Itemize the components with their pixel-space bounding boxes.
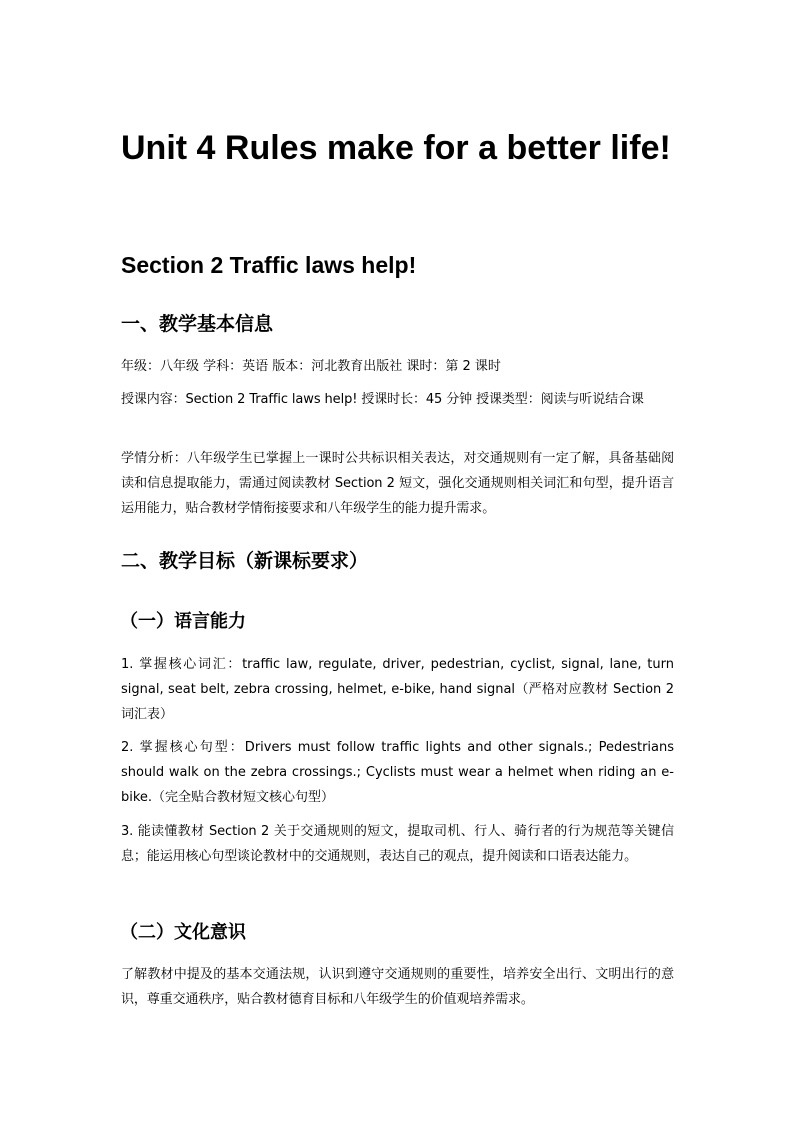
heading-teaching-goals: 二、教学目标（新课标要求） [121, 550, 369, 572]
grade-subject-line: 年级：八年级 学科：英语 版本：河北教育出版社 课时：第 2 课时 [121, 359, 501, 374]
culture-goal-text: 了解教材中提及的基本交通法规，认识到遵守交通规则的重要性，培养安全出行、文明出行的意识，尊重交通秩序，贴合教材德育目标和八年级学生的价值观培养需求。 [121, 967, 674, 1007]
learner-analysis: 学情分析：八年级学生已掌握上一课时公共标识相关表达，对交通规则有一定了解，具备基础阅读和信息提取能力，需通过阅读教材 Section 2 短文，强化交通规则相关词汇和句型，提升语言运用能力，贴合教材学情衔接要求和八年级学生的能力提升需求。 [121, 451, 674, 516]
goal-vocabulary: 1. 掌握核心词汇：traffic law, regulate, driver, pedestrian, cyclist, signal, lane, turn signal, seat belt, zebra crossing, helmet, e-bike, hand signal（严格对应教材 Section 2 词汇表） [121, 657, 674, 722]
goal-sentence-patterns: 2. 掌握核心句型：Drivers must follow traffic lights and other signals.; Pedestrians should walk on the zebra crossings.; Cyclists must wear a helmet when riding an e-bike.（完全贴合教材短文核心句型） [121, 740, 674, 805]
unit-title: Unit 4 Rules make for a better life! [121, 129, 671, 167]
heading-cultural-awareness: （二）文化意识 [120, 922, 246, 943]
heading-basic-info: 一、教学基本信息 [121, 313, 274, 335]
heading-language-ability: （一）语言能力 [120, 611, 246, 632]
lesson-content-line: 授课内容：Section 2 Traffic laws help! 授课时长：45 分钟 授课类型：阅读与听说结合课 [121, 392, 644, 407]
section-title: Section 2 Traffic laws help! [121, 252, 417, 278]
goal-reading-speaking: 3. 能读懂教材 Section 2 关于交通规则的短文，提取司机、行人、骑行者的行为规范等关键信息；能运用核心句型谈论教材中的交通规则，表达自己的观点，提升阅读和口语表达能力。 [121, 824, 674, 864]
